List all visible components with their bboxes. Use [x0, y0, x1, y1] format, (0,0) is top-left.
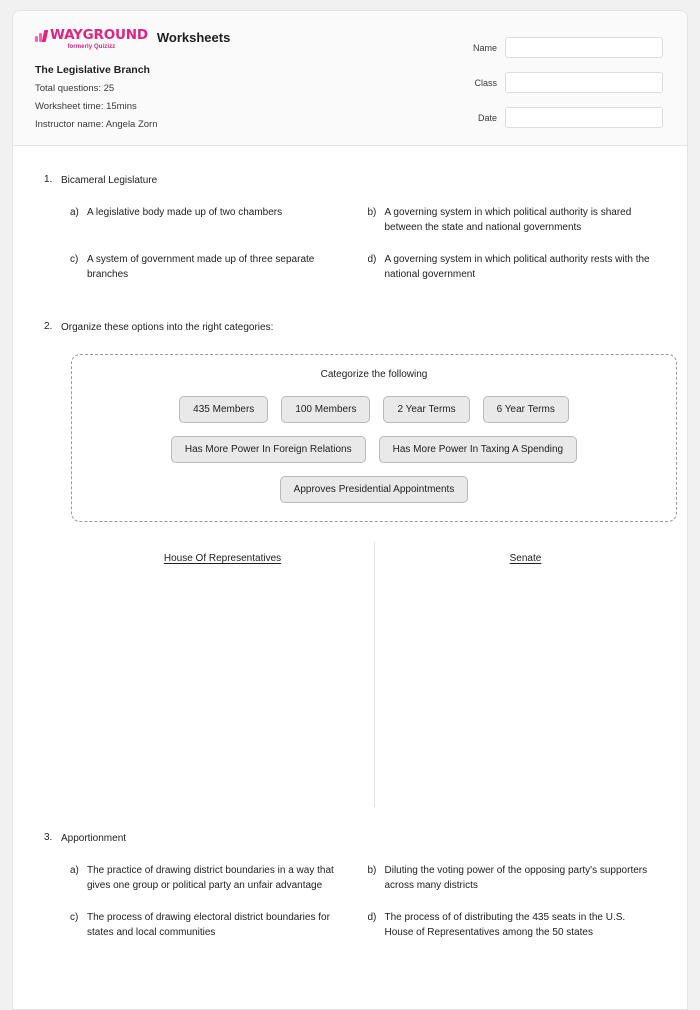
- chip-row-2: [88, 436, 660, 463]
- class-input[interactable]: [505, 72, 663, 93]
- option-letter: a): [70, 207, 79, 218]
- question-1-head: [35, 174, 665, 188]
- product-title: Worksheets: [156, 30, 231, 45]
- option-text: The practice of drawing district boundaries in a way that gives one group or political party an unfair advantage: [87, 865, 334, 891]
- field-row-name: [463, 37, 663, 58]
- option-text: A legislative body made up of two chambers: [87, 207, 283, 218]
- question-2-text: Organize these options into the right categories:: [61, 322, 274, 333]
- instructor-name: Instructor name: Angela Zorn: [35, 119, 158, 130]
- class-label: Class: [474, 77, 497, 88]
- worksheet-header: [13, 11, 687, 146]
- logo-top-row: [35, 29, 148, 42]
- option-text: Diluting the voting power of the opposing party's supporters across many districts: [384, 865, 648, 891]
- category-label: House Of Representatives: [163, 553, 282, 564]
- total-questions: Total questions: 25: [35, 83, 115, 94]
- logo-wordmark: WAYGROUND: [50, 27, 148, 43]
- student-fields: [463, 37, 663, 142]
- name-input[interactable]: [505, 37, 663, 58]
- question-3-head: [35, 832, 665, 846]
- question-1-option-b[interactable]: [368, 205, 666, 235]
- option-letter: b): [367, 865, 377, 876]
- question-2: [35, 321, 665, 810]
- question-3-number: 3.: [44, 832, 53, 843]
- chip-row-1: [88, 396, 660, 423]
- category-column-house[interactable]: [71, 542, 374, 810]
- chip-row-3: [88, 476, 660, 503]
- question-3-option-d[interactable]: [368, 910, 666, 940]
- date-input[interactable]: [505, 107, 663, 128]
- question-2-number: 2.: [44, 321, 53, 332]
- worksheet-time: Worksheet time: 15mins: [35, 101, 137, 112]
- worksheet-body: [13, 146, 687, 957]
- category-chip[interactable]: 6 Year Terms: [483, 396, 569, 423]
- question-1: [35, 174, 665, 299]
- option-text: A system of government made up of three separate branches: [87, 254, 315, 280]
- question-1-option-d[interactable]: [368, 252, 666, 282]
- categorize-answer-area: [71, 542, 677, 810]
- categorize-title: Categorize the following: [320, 369, 428, 380]
- question-1-options: [35, 205, 665, 299]
- option-text: The process of of distributing the 435 seats in the U.S. House of Representatives among the 50 states: [384, 912, 626, 938]
- category-chip[interactable]: 2 Year Terms: [383, 396, 469, 423]
- worksheet-page: [12, 10, 688, 1010]
- question-3-option-b[interactable]: [368, 863, 666, 893]
- question-2-head: [35, 321, 665, 335]
- option-text: A governing system in which political authority is shared between the state and national governments: [384, 207, 632, 233]
- option-letter: d): [367, 254, 377, 265]
- field-row-class: [463, 72, 663, 93]
- name-label: Name: [472, 42, 497, 53]
- option-letter: c): [70, 254, 79, 265]
- question-3-options: [35, 863, 665, 957]
- wayground-logo-icon: [35, 29, 47, 42]
- question-3-option-a[interactable]: [70, 863, 368, 893]
- category-label: Senate: [509, 553, 542, 564]
- question-1-option-c[interactable]: [70, 252, 368, 282]
- wayground-logo[interactable]: [35, 29, 148, 52]
- category-chip[interactable]: 100 Members: [281, 396, 370, 423]
- option-letter: a): [70, 865, 79, 876]
- question-1-option-a[interactable]: [70, 205, 368, 235]
- categorize-box: [71, 354, 677, 522]
- category-chip[interactable]: 435 Members: [179, 396, 268, 423]
- question-1-text: Bicameral Legislature: [61, 175, 158, 186]
- question-3-text: Apportionment: [61, 833, 127, 844]
- category-column-senate[interactable]: [374, 542, 677, 810]
- question-3: [35, 832, 665, 957]
- option-letter: c): [70, 912, 79, 923]
- category-chip[interactable]: Approves Presidential Appointments: [280, 476, 469, 503]
- category-chip[interactable]: Has More Power In Taxing A Spending: [379, 436, 577, 463]
- option-text: The process of drawing electoral district boundaries for states and local communities: [87, 912, 330, 938]
- date-label: Date: [477, 112, 497, 123]
- option-letter: d): [367, 912, 377, 923]
- option-text: A governing system in which political authority rests with the national government: [384, 254, 650, 280]
- category-divider: [374, 542, 375, 807]
- option-letter: b): [367, 207, 377, 218]
- question-1-number: 1.: [44, 174, 53, 185]
- question-3-option-c[interactable]: [70, 910, 368, 940]
- category-chip[interactable]: Has More Power In Foreign Relations: [171, 436, 366, 463]
- logo-subtitle: formerly Quizizz: [67, 44, 116, 50]
- field-row-date: [463, 107, 663, 128]
- worksheet-title: The Legislative Branch: [35, 64, 150, 76]
